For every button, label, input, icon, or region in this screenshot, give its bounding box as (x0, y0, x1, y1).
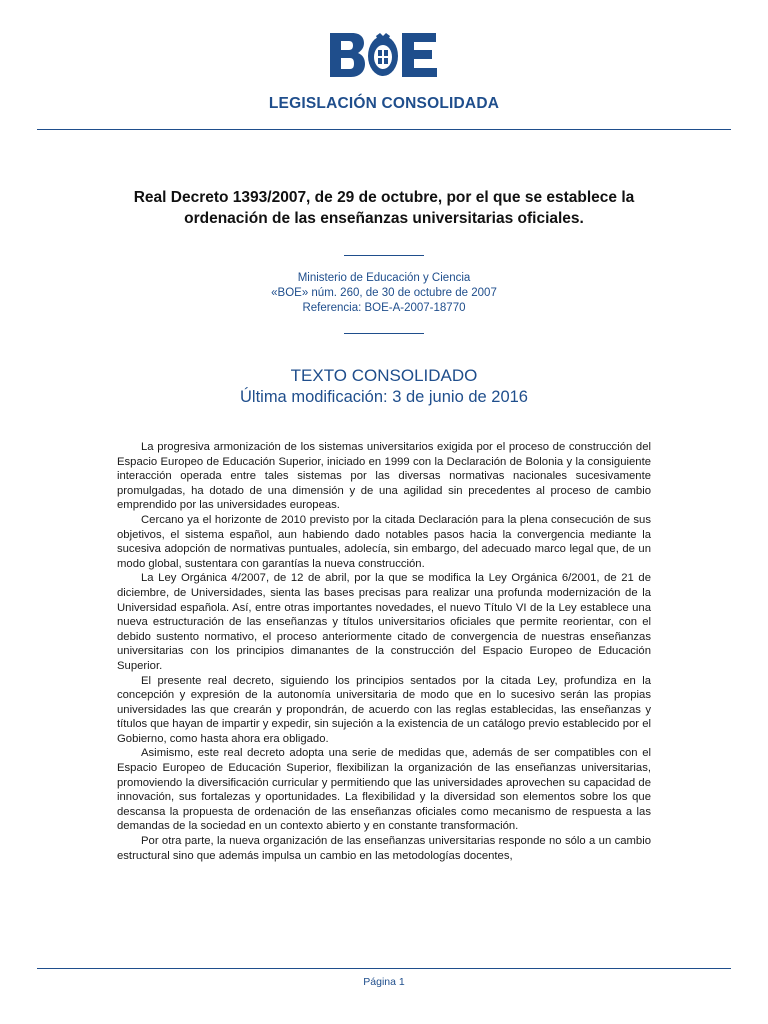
paragraph: La Ley Orgánica 4/2007, de 12 de abril, por la que se modifica la Ley Orgánica 6/2001, de 21 de diciembre, de Universidades, sienta las bases precisas para realizar una profunda modernización de la Universidad española. Así, entre otras importantes novedades, el nuevo Título VI de la Ley establece una nueva estructuración de las enseñanzas y títulos universitarios oficiales que permite reorientar, con el debido sustento normativo, el proceso anteriormente citado de convergencia de nuestras enseñanzas universitarias con los principios dimanantes de la construcción del Espacio Europeo de Educación Superior. (117, 572, 651, 672)
header-divider (37, 129, 731, 130)
short-divider (344, 255, 424, 256)
consolidated-text-label: TEXTO CONSOLIDADO (290, 366, 478, 385)
paragraph: La progresiva armonización de los sistemas universitarios exigida por el proceso de construcción del Espacio Europeo de Educación Superior, iniciado en 1999 con la Declaración de Bolonia y la consiguiente interacción operada entre tales sistemas por las diversas normativas nacionales sucesivamente promulgadas, ha dotado de una dimensión y de una agilidad sin precedentes al proceso de cambio emprendido por las universidades europeas. (117, 441, 651, 512)
paragraph: El presente real decreto, siguiendo los principios sentados por la citada Ley, profundiza en la concepción y expresión de la autonomía universitaria de modo que en lo sucesivo serán las propias universidades las que crearán y propondrán, de acuerdo con las reglas establecidas, las enseñanzas y títulos que hayan de impartir y expedir, sin sujeción a la existencia de un catálogo previo establecido por el Gobierno, como hasta ahora era obligado. (117, 674, 651, 745)
legislacion-consolidada-heading: LEGISLACIÓN CONSOLIDADA (268, 95, 500, 112)
page-number: Página 1 (363, 976, 405, 988)
document-metadata (0, 271, 768, 316)
boe-reference: «BOE» núm. 260, de 30 de octubre de 2007 (271, 287, 497, 299)
last-modification: Última modificación: 3 de junio de 2016 (239, 388, 528, 406)
paragraph: Cercano ya el horizonte de 2010 previsto por la citada Declaración para la plena consecución de sus objetivos, el sistema español, aun habiendo dado notables pasos hacia la convergencia mediante la sucesiva adopción de normativas puntuales, adolecía, sin embargo, del adecuado marco legal que, de un modo global, sustentara con garantías la nueva construcción. (117, 513, 651, 570)
ministry: Ministerio de Educación y Ciencia (297, 272, 471, 284)
document-title: Real Decreto 1393/2007, de 29 de octubre, por el que se establece la ordenación de las enseñanzas universitarias oficiales. (133, 189, 635, 227)
boe-logo (328, 30, 440, 80)
footer-divider (37, 968, 731, 969)
short-divider (344, 333, 424, 334)
document-body (117, 440, 651, 863)
reference-code: Referencia: BOE-A-2007-18770 (302, 302, 466, 314)
paragraph: Por otra parte, la nueva organización de las enseñanzas universitarias responde no sólo a un cambio estructural sino que además impulsa un cambio en las metodologías docentes, (117, 835, 651, 862)
paragraph: Asimismo, este real decreto adopta una serie de medidas que, además de ser compatibles con el Espacio Europeo de Educación Superior, flexibilizan la organización de las enseñanzas universitarias, promoviendo la diversificación curricular y permitiendo que las universidades aprovechen su capacidad de innovación, sus fortalezas y oportunidades. La flexibilidad y la diversidad son elementos sobre los que descansa la propuesta de ordenación de las enseñanzas oficiales como mecanismo de respuesta a las demandas de la sociedad en un contexto abierto y en constante transformación. (117, 747, 651, 833)
